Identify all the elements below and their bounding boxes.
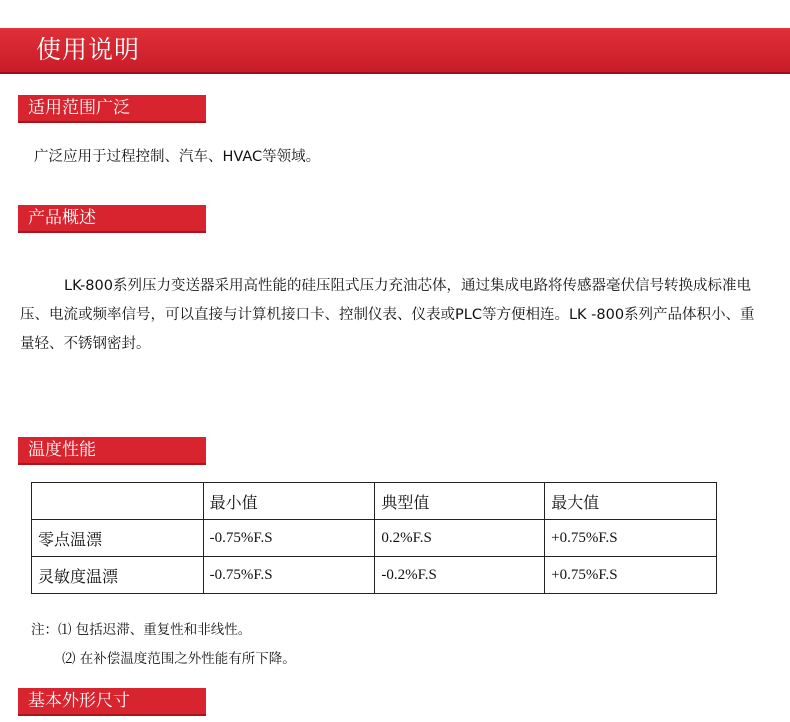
section-header-dimensions <box>18 688 206 716</box>
page-header-banner <box>0 28 790 74</box>
table-note: 注：⑴ 包括迟滞、重复性和非线性。 <box>31 622 252 638</box>
table-cell: -0.2%F.S <box>375 557 545 594</box>
section-title-dimensions: 基本外形尺寸 <box>28 691 130 711</box>
table-header-cell <box>32 483 204 520</box>
table-cell: +0.75%F.S <box>545 557 717 594</box>
table-header-cell: 最大值 <box>545 483 717 520</box>
table-cell: -0.75%F.S <box>203 520 375 557</box>
section-header-overview <box>18 205 206 233</box>
table-header-cell: 最小值 <box>203 483 375 520</box>
table-cell: 0.2%F.S <box>375 520 545 557</box>
table-row <box>32 520 717 557</box>
table-header-cell: 典型值 <box>375 483 545 520</box>
section-title-temperature: 温度性能 <box>28 440 96 460</box>
section-title-scope: 适用范围广泛 <box>28 98 130 118</box>
table-row <box>32 557 717 594</box>
temperature-performance-table <box>31 482 717 594</box>
table-note: ⑵ 在补偿温度范围之外性能有所下降。 <box>62 651 296 667</box>
table-cell: -0.75%F.S <box>203 557 375 594</box>
table-cell: +0.75%F.S <box>545 520 717 557</box>
table-cell-label: 零点温漂 <box>32 520 204 557</box>
table-cell-label: 灵敏度温漂 <box>32 557 204 594</box>
section-title-overview: 产品概述 <box>28 208 96 228</box>
scope-text: 广泛应用于过程控制、汽车、HVAC等领域。 <box>34 149 321 165</box>
overview-text: LK-800系列压力变送器采用高性能的硅压阻式压力充油芯体，通过集成电路将传感器毫伏信号转换成标准电压、电流或频率信号，可以直接与计算机接口卡、控制仪表、仪表或PLC等方便相连。LK -800系列产品体积小、重量轻、不锈钢密封。 <box>20 278 755 352</box>
page-title: 使用说明 <box>36 35 141 64</box>
section-header-scope <box>18 95 206 123</box>
section-header-temperature <box>18 437 206 465</box>
table-header-row <box>32 483 717 520</box>
